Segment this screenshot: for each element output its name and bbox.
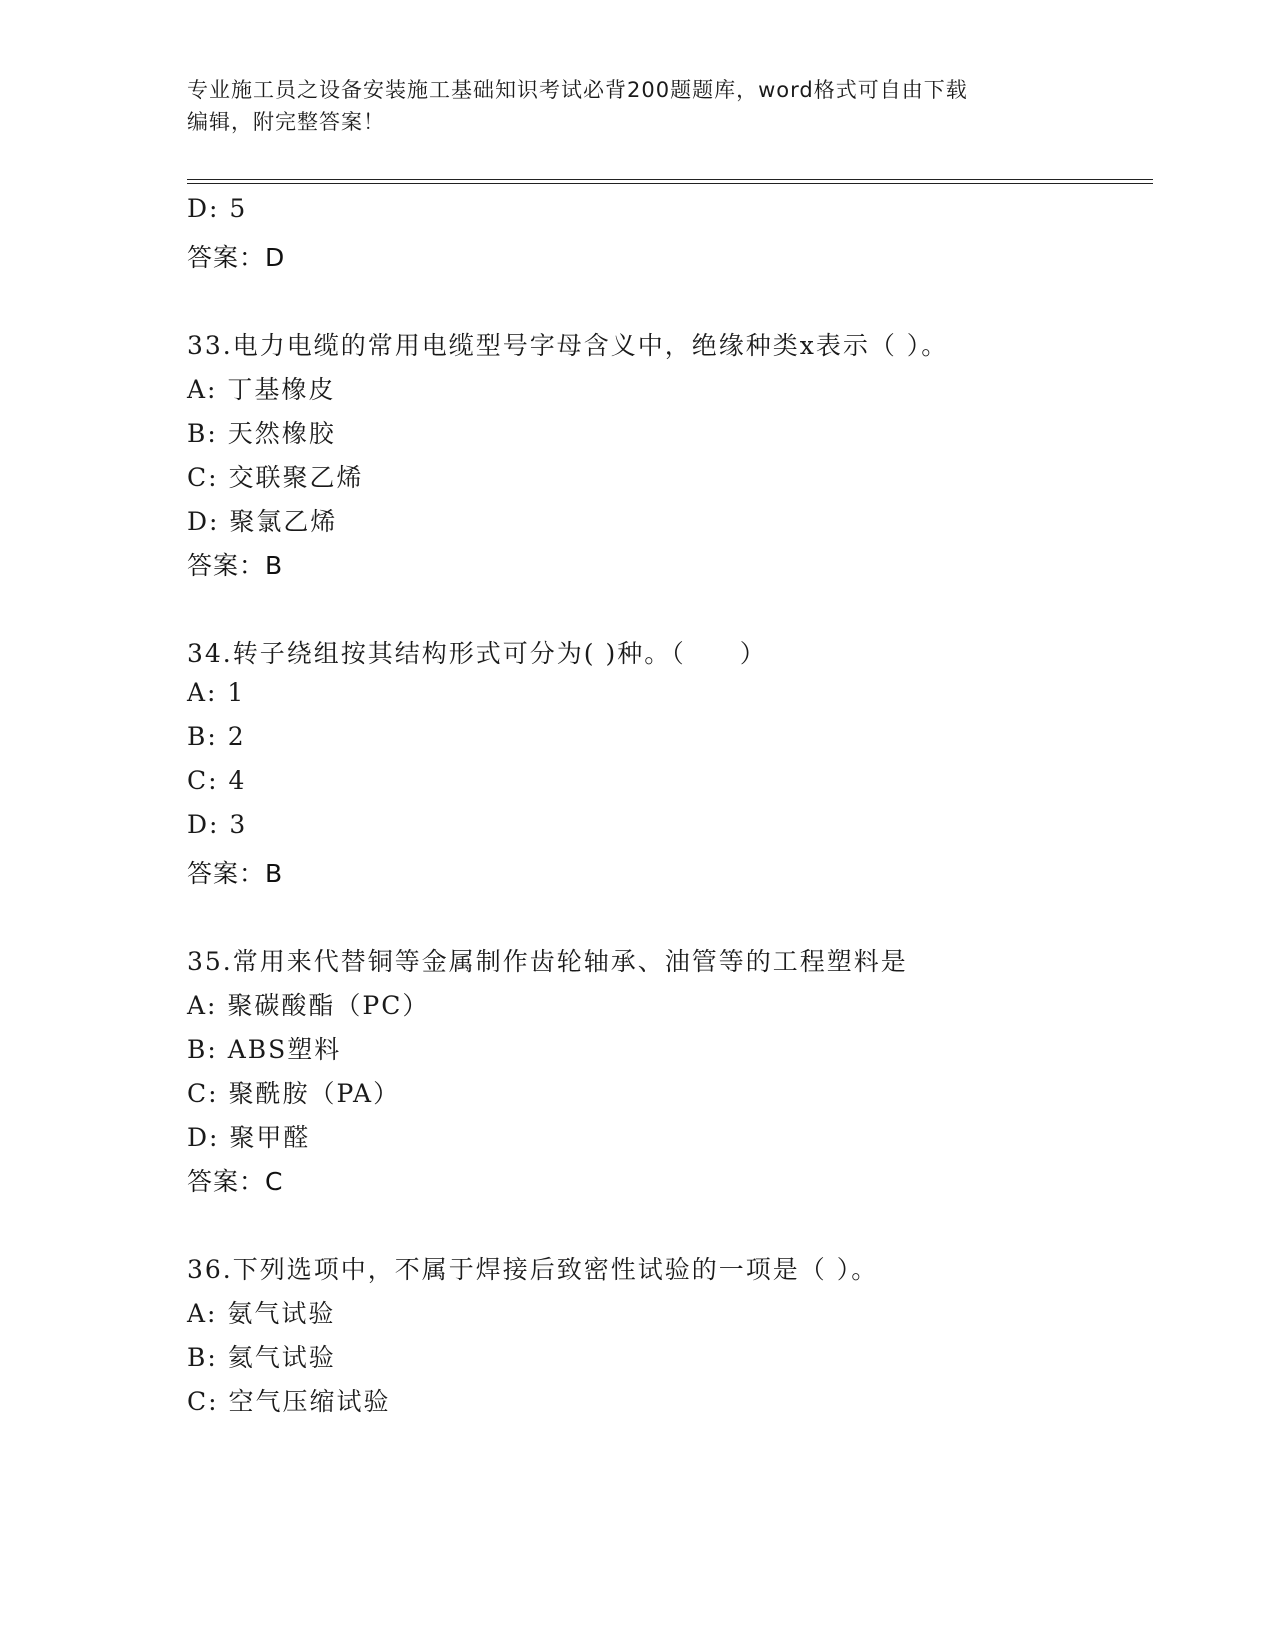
question-33-option-d: D: 聚氯乙烯 — [187, 507, 338, 536]
question-33-option-c: C: 交联聚乙烯 — [187, 463, 364, 492]
question-35-answer — [187, 1162, 283, 1198]
header-line-1: 专业施工员之设备安装施工基础知识考试必背200题题库，word格式可自由下载 — [187, 78, 968, 102]
prev-answer — [187, 238, 285, 274]
answer-value: B — [265, 551, 284, 580]
header-divider-top — [187, 179, 1153, 180]
question-34-option-a: A: 1 — [187, 678, 246, 707]
prev-option-d: D: 5 — [187, 194, 248, 223]
question-34-answer — [187, 854, 283, 890]
question-33-answer — [187, 546, 283, 582]
question-35-option-d: D: 聚甲醛 — [187, 1123, 311, 1152]
answer-value: B — [265, 859, 284, 888]
answer-value: C — [265, 1167, 284, 1196]
header-divider-bottom — [187, 183, 1153, 184]
document-header — [187, 74, 1087, 138]
answer-label: 答案： — [187, 1167, 266, 1196]
question-34-stem: 34.转子绕组按其结构形式可分为( )种。（ ） — [187, 639, 767, 668]
answer-label: 答案： — [187, 243, 266, 272]
question-34-option-d: D: 3 — [187, 810, 248, 839]
question-33-option-a: A: 丁基橡皮 — [187, 375, 336, 404]
question-33-option-b: B: 天然橡胶 — [187, 419, 336, 448]
answer-label: 答案： — [187, 551, 266, 580]
question-35-stem: 35.常用来代替铜等金属制作齿轮轴承、油管等的工程塑料是 — [187, 947, 908, 976]
question-36-option-c: C: 空气压缩试验 — [187, 1387, 391, 1416]
header-line-2: 编辑，附完整答案！ — [187, 110, 385, 134]
answer-label: 答案： — [187, 859, 266, 888]
question-34-option-c: C: 4 — [187, 766, 247, 795]
question-35-option-b: B: ABS塑料 — [187, 1035, 342, 1064]
question-36-option-b: B: 氦气试验 — [187, 1343, 336, 1372]
question-35-option-c: C: 聚酰胺（PA） — [187, 1079, 401, 1108]
answer-value: D — [265, 243, 286, 272]
question-35-option-a: A: 聚碳酸酯（PC） — [187, 991, 430, 1020]
question-33-stem: 33.电力电缆的常用电缆型号字母含义中，绝缘种类x表示（ ）。 — [187, 331, 949, 360]
question-36-stem: 36.下列选项中，不属于焊接后致密性试验的一项是（ ）。 — [187, 1255, 879, 1284]
question-36-option-a: A: 氨气试验 — [187, 1299, 336, 1328]
question-34-option-b: B: 2 — [187, 722, 246, 751]
